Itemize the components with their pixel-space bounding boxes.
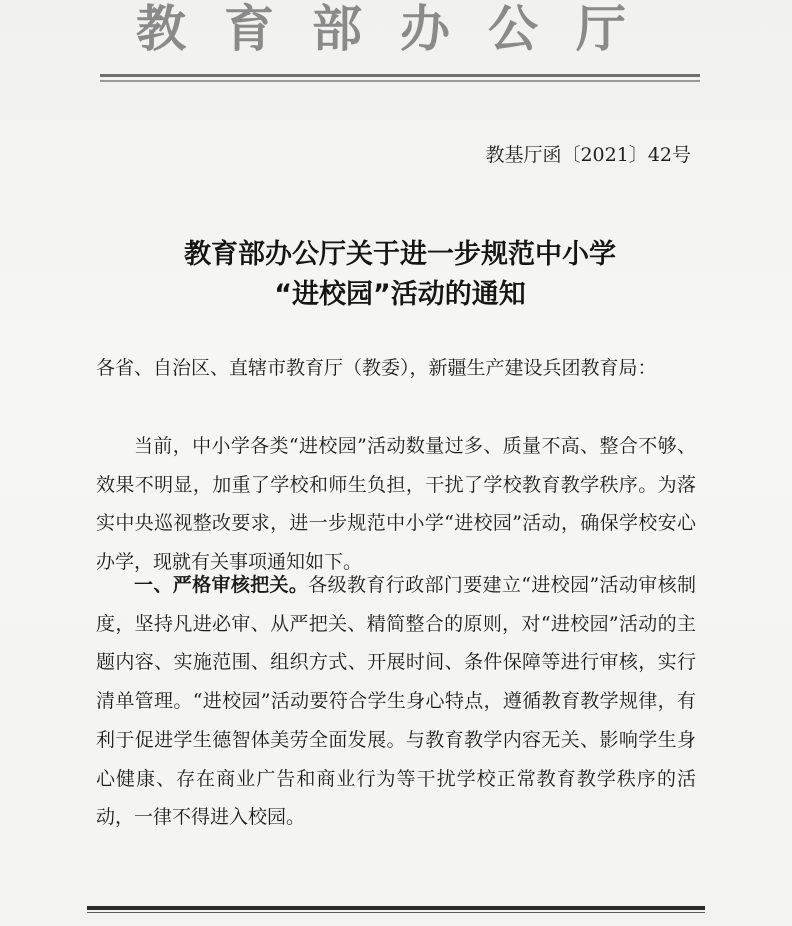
- footer-rule: [87, 906, 705, 910]
- footer-rule-secondary: [87, 912, 705, 913]
- section-text: 各级教育行政部门要建立“进校园”活动审核制度，坚持凡进必审、从严把关、精简整合的原则，对“进校园”活动的主题内容、实施范围、组织方式、开展时间、条件保障等进行审核，实行清单管理。“进校园”活动要符合学生身心特点，遵循教育教学规律，有利于促进学生德智体美劳全面发展。与教育教学内容无关、影响学生身心健康、存在商业广告和商业行为等干扰学校正常教育教学秩序的活动，一律不得进入校园。: [96, 574, 696, 829]
- letterhead-rule: [100, 74, 700, 77]
- section-heading: 一、严格审核把关。: [134, 574, 309, 596]
- document-title-line-2: “进校园”活动的通知: [274, 279, 526, 310]
- letterhead-rule-secondary: [100, 80, 700, 82]
- document-number: 教基厅函〔2021〕42号: [485, 144, 691, 166]
- document-title-line-1: 教育部办公厅关于进一步规范中小学: [184, 239, 616, 270]
- letterhead: 教育部办公厅: [136, 0, 664, 58]
- salutation: 各省、自治区、直辖市教育厅（教委），新疆生产建设兵团教育局：: [96, 357, 657, 379]
- intro-paragraph: 当前，中小学各类“进校园”活动数量过多、质量不高、整合不够、效果不明显，加重了学校和师生负担，干扰了学校教育教学秩序。为落实中央巡视整改要求，进一步规范中小学“进校园”活动，确保学校安心办学，现就有关事项通知如下。: [96, 435, 696, 574]
- section-paragraph: [96, 566, 696, 837]
